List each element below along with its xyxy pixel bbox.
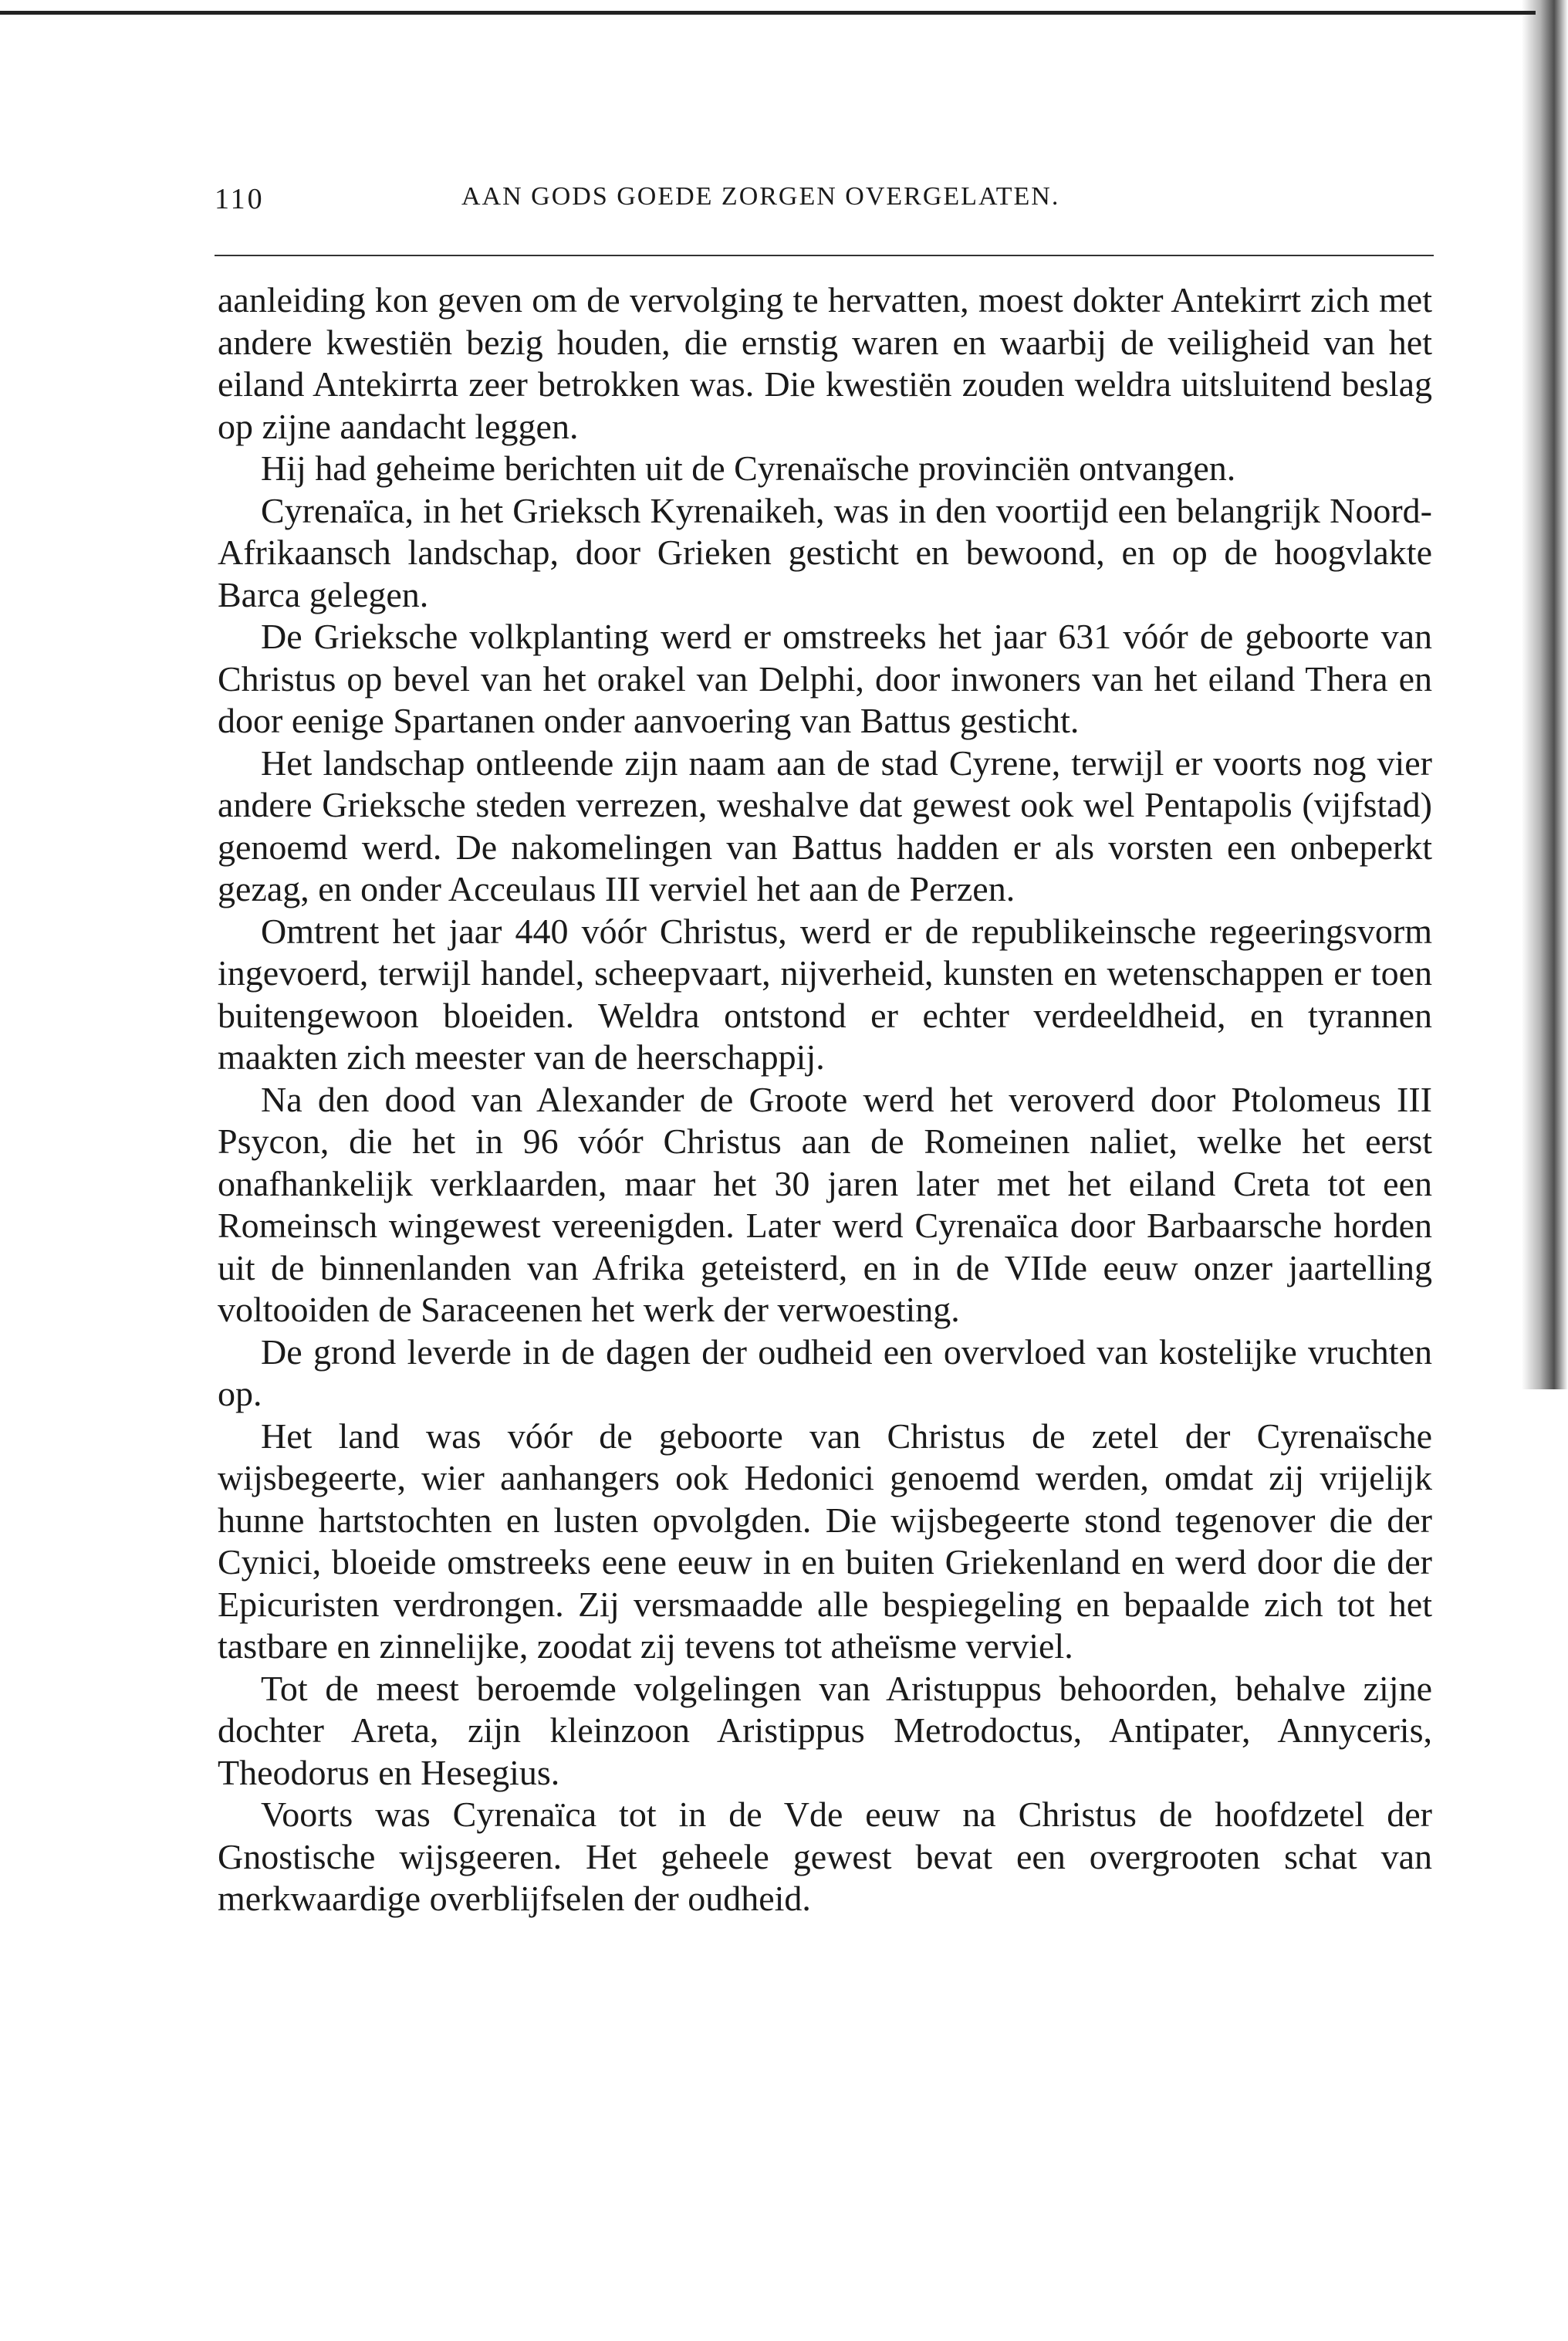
paragraph: Voorts was Cyrenaïca tot in de Vde eeuw na Christus de hoofdzetel der Gnostische wijsgeeren. Het geheele gewest bevat een overgrooten schat van merkwaardige overblijfselen der oudheid. — [218, 1795, 1432, 1918]
page-edge-shadow — [1522, 0, 1568, 1389]
page-number: 110 — [215, 183, 265, 215]
paragraph: Hij had geheime berichten uit de Cyrenaïsche provinciën ontvangen. — [261, 448, 1236, 488]
paragraph: Omtrent het jaar 440 vóór Christus, werd er de republikeinsche regeeringsvorm ingevoerd, terwijl handel, scheepvaart, nijverheid, kunsten en wetenschappen er toen buitengewoon bloeiden. Weldra ontstond er echter verdeeldheid, en tyrannen maakten zich meester van de heerschappij. — [218, 911, 1432, 1077]
paragraph: Cyrenaïca, in het Grieksch Kyrenaikeh, was in den voortijd een belangrijk Noord-Afrikaansch landschap, door Grieken gesticht en bewoond, en op de hoogvlakte Barca gelegen. — [218, 490, 1432, 614]
paragraph: Het land was vóór de geboorte van Christus de zetel der Cyrenaïsche wijsbegeerte, wier aanhangers ook Hedonici genoemd werden, omdat zij vrijelijk hunne hartstochten en lusten opvolgden. Die wijsbegeerte stond tegenover die der Cynici, bloeide omstreeks eene eeuw in en buiten Griekenland en werd door die der Epicuristen verdrongen. Zij versmaadde alle bespiegeling en bepaalde zich tot het tastbare en zinnelijke, zoodat zij tevens tot atheïsme verviel. — [218, 1416, 1432, 1666]
paragraph: Tot de meest beroemde volgelingen van Aristuppus behoorden, behalve zijne dochter Areta, zijn kleinzoon Aristippus Metrodoctus, Antipater, Annyceris, Theodorus en Hesegius. — [218, 1668, 1432, 1792]
paragraph: aanleiding kon geven om de vervolging te hervatten, moest dokter Antekirrt zich met andere kwestiën bezig houden, die ernstig waren en waarbij de veiligheid van het eiland Antekirrta zeer betrokken was. Die kwestiën zouden weldra uitsluitend beslag op zijne aandacht leggen. — [218, 280, 1432, 446]
paragraph: Het landschap ontleende zijn naam aan de stad Cyrene, terwijl er voorts nog vier andere Grieksche steden verrezen, weshalve dat gewest ook wel Pentapolis (vijfstad) genoemd werd. De nakomelingen van Battus hadden er als vorsten een onbeperkt gezag, en onder Acceulaus III verviel het aan de Perzen. — [218, 743, 1432, 908]
running-title: AAN GODS GOEDE ZORGEN OVERGELATEN. — [461, 182, 1060, 211]
running-head — [215, 182, 1434, 221]
paragraph: De grond leverde in de dagen der oudheid een overvloed van kostelijke vruchten op. — [218, 1331, 1432, 1413]
paragraph: Na den dood van Alexander de Groote werd het veroverd door Ptolomeus III Psycon, die het in 96 vóór Christus aan de Romeinen naliet, welke het eerst onafhankelijk verklaarden, maar het 30 jaren later met het eiland Creta tot een Romeinsch wingewest vereenigden. Later werd Cyrenaïca door Barbaarsche horden uit de binnenlanden van Afrika geteisterd, en in de VIIde eeuw onzer jaartelling voltooiden de Saraceenen het werk der verwoesting. — [218, 1079, 1432, 1329]
header-rule — [215, 255, 1434, 256]
top-border-rule — [0, 11, 1536, 15]
body-text — [218, 279, 1432, 1920]
paragraph: De Grieksche volkplanting werd er omstreeks het jaar 631 vóór de geboorte van Christus op bevel van het orakel van Delphi, door inwoners van het eiland Thera en door eenige Spartanen onder aanvoering van Battus gesticht. — [218, 617, 1432, 740]
